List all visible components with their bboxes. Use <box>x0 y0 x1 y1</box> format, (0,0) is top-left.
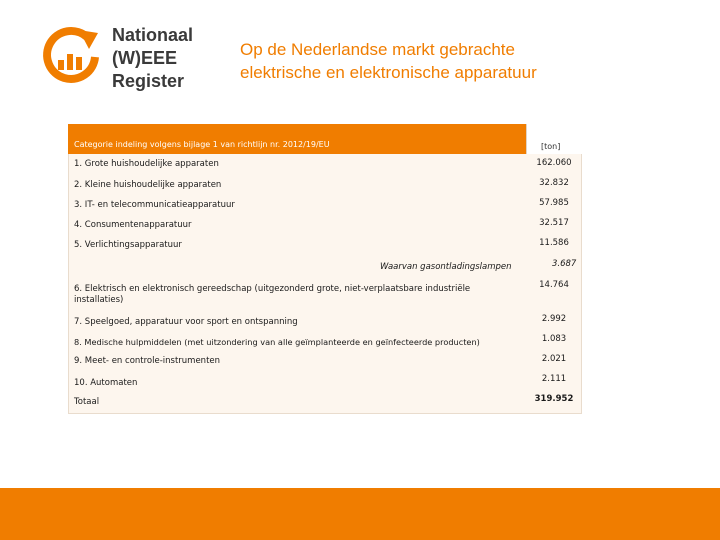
page-title-line-2: elektrische en elektronische apparatuur <box>240 63 537 82</box>
table-row-label: 10. Automaten <box>74 378 138 388</box>
table-row-label: 9. Meet- en controle-instrumenten <box>74 356 221 366</box>
table-row-value: 2.111 <box>541 374 567 384</box>
logo-line-1: Nationaal <box>112 25 194 45</box>
table-row-label: 2. Kleine huishoudelijke apparaten <box>74 180 222 190</box>
table-row-label: 3. IT- en telecommunicatieapparatuur <box>74 200 235 210</box>
unit-label: [ton] <box>541 142 561 151</box>
total-value: 319.952 <box>534 394 574 404</box>
table-row-value: 11.586 <box>539 238 569 248</box>
logo <box>40 22 210 100</box>
table-header <box>68 124 526 154</box>
table-row-value: 2.992 <box>541 314 567 324</box>
logo-wordmark <box>112 24 193 93</box>
table-row-value: 14.764 <box>539 280 569 290</box>
table-row-label: 5. Verlichtingsapparatuur <box>74 240 182 250</box>
register-logo-icon <box>40 24 102 86</box>
table-row-value: 1.083 <box>541 334 567 344</box>
table-row-value: 57.985 <box>539 198 569 208</box>
page-title <box>240 38 660 84</box>
page-title-line-1: Op de Nederlandse markt gebrachte <box>240 40 515 59</box>
table-row-label: 7. Speelgoed, apparatuur voor sport en ontspanning <box>74 317 298 327</box>
logo-line-3: Register <box>112 71 185 91</box>
table-row-value: 2.021 <box>541 354 567 364</box>
total-label: Totaal <box>74 397 100 407</box>
table-row-label: 4. Consumentenapparatuur <box>74 220 192 230</box>
logo-line-2: (W)EEE <box>112 48 177 68</box>
table-row-value: 32.517 <box>539 218 569 228</box>
table-row-value: 32.832 <box>539 178 569 188</box>
sub-row-label: Waarvan gasontladingslampen <box>380 262 512 272</box>
table-header-label: Categorie indeling volgens bijlage 1 van richtlijn nr. 2012/19/EU <box>74 140 330 149</box>
sub-row-value: 3.687 <box>552 259 577 269</box>
table-row-label: 6. Elektrisch en elektronisch gereedschap (uitgezonderd grote, niet-verplaatsbare industriële installaties) <box>74 284 471 305</box>
table-row-label: 1. Grote huishoudelijke apparaten <box>74 159 219 169</box>
table-row-value: 162.060 <box>536 158 572 168</box>
footer-bar <box>0 488 720 540</box>
table-row-label: 8. Medische hulpmiddelen (met uitzondering van alle geïmplanteerde en geïnfecteerde producten) <box>74 337 480 347</box>
